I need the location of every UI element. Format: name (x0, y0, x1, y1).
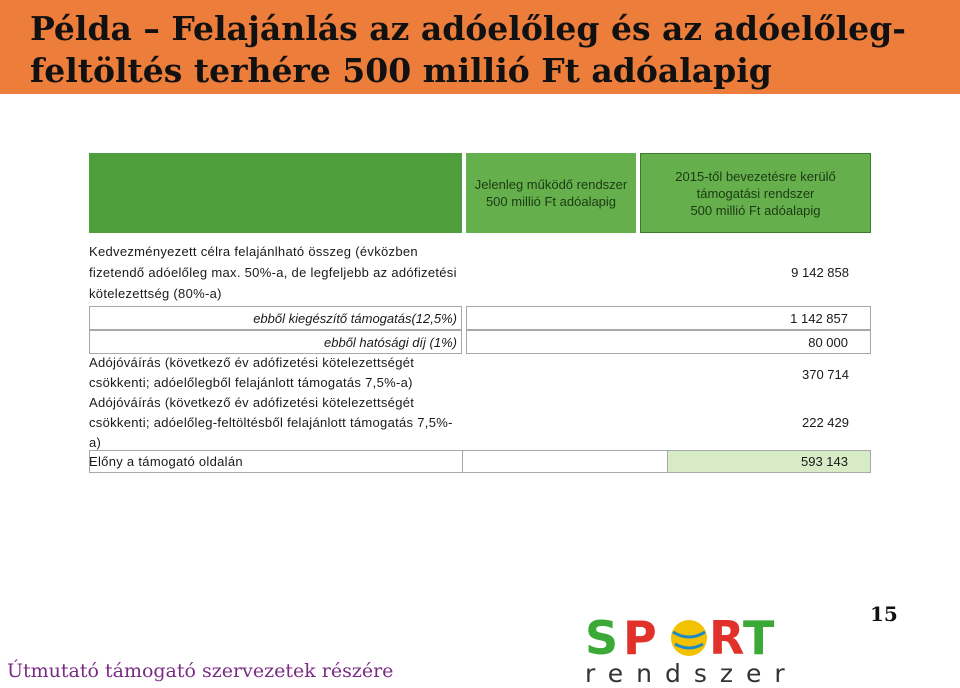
row-label: Kedvezményezett célra felajánlható összeg (évközben fizetendő adóelőleg max. 50%-a, de legfeljebb az adófizetési kötelezettség (80%-a) (89, 244, 457, 301)
table-row (89, 354, 871, 394)
row-value: 222 429 (802, 414, 849, 430)
page-title (30, 8, 945, 92)
table-row (89, 394, 871, 450)
row-label: Adójóváírás (következő év adófizetési kötelezettségét csökkenti; adóelőleg-feltöltésből felajánlott támogatás 7,5%-a) (89, 395, 453, 450)
sport-rendszer-logo (583, 612, 798, 688)
row-value-cell (466, 354, 871, 394)
header-current-system-label: Jelenleg működő rendszer 500 millió Ft adóalapig (474, 177, 628, 209)
row-label: ebből hatósági díj (1%) (324, 335, 457, 350)
row-label: Előny a támogató oldalán (89, 454, 243, 469)
footer-text: Útmutató támogató szervezetek részére (7, 660, 394, 682)
table-row (89, 330, 871, 354)
sport-logo-icon (583, 612, 783, 660)
row-label-cell (89, 330, 462, 354)
row-value: 80 000 (808, 334, 848, 350)
page-title-line-2: feltöltés terhére 500 millió Ft adóalapig (30, 51, 772, 90)
page-number: 15 (870, 602, 898, 626)
header-current-system (466, 153, 636, 233)
comparison-table (89, 153, 871, 473)
logo-subtitle: rendszer (585, 659, 798, 688)
row-label: Adójóváírás (következő év adófizetési kötelezettségét csökkenti; adóelőlegből felajánlott támogatás 7,5%-a) (89, 355, 415, 390)
header-new-system (640, 153, 871, 233)
row-divider (462, 450, 463, 473)
header-empty-cell (89, 153, 462, 233)
svg-text:P: P (623, 612, 657, 660)
row-value: 370 714 (802, 366, 849, 382)
table-row (89, 306, 871, 330)
table-row (89, 239, 871, 306)
row-label: ebből kiegészítő támogatás(12,5%) (253, 311, 457, 326)
svg-text:S: S (585, 612, 619, 660)
row-value: 1 142 857 (790, 310, 848, 326)
svg-text:R: R (709, 612, 745, 660)
page-title-line-1: Példa – Felajánlás az adóelőleg és az adóelőleg- (30, 9, 906, 48)
row-value-cell (466, 394, 871, 450)
table-row (89, 450, 871, 473)
row-value-cell (667, 450, 871, 473)
row-value: 593 143 (801, 454, 848, 469)
row-value-cell (466, 239, 871, 306)
row-label-cell (89, 306, 462, 330)
svg-text:T: T (743, 612, 775, 660)
row-value: 9 142 858 (791, 265, 849, 280)
row-value-cell (466, 330, 871, 354)
row-value-cell (466, 306, 871, 330)
header-new-system-label: 2015-től bevezetésre kerülő támogatási rendszer 500 millió Ft adóalapig (675, 168, 836, 218)
